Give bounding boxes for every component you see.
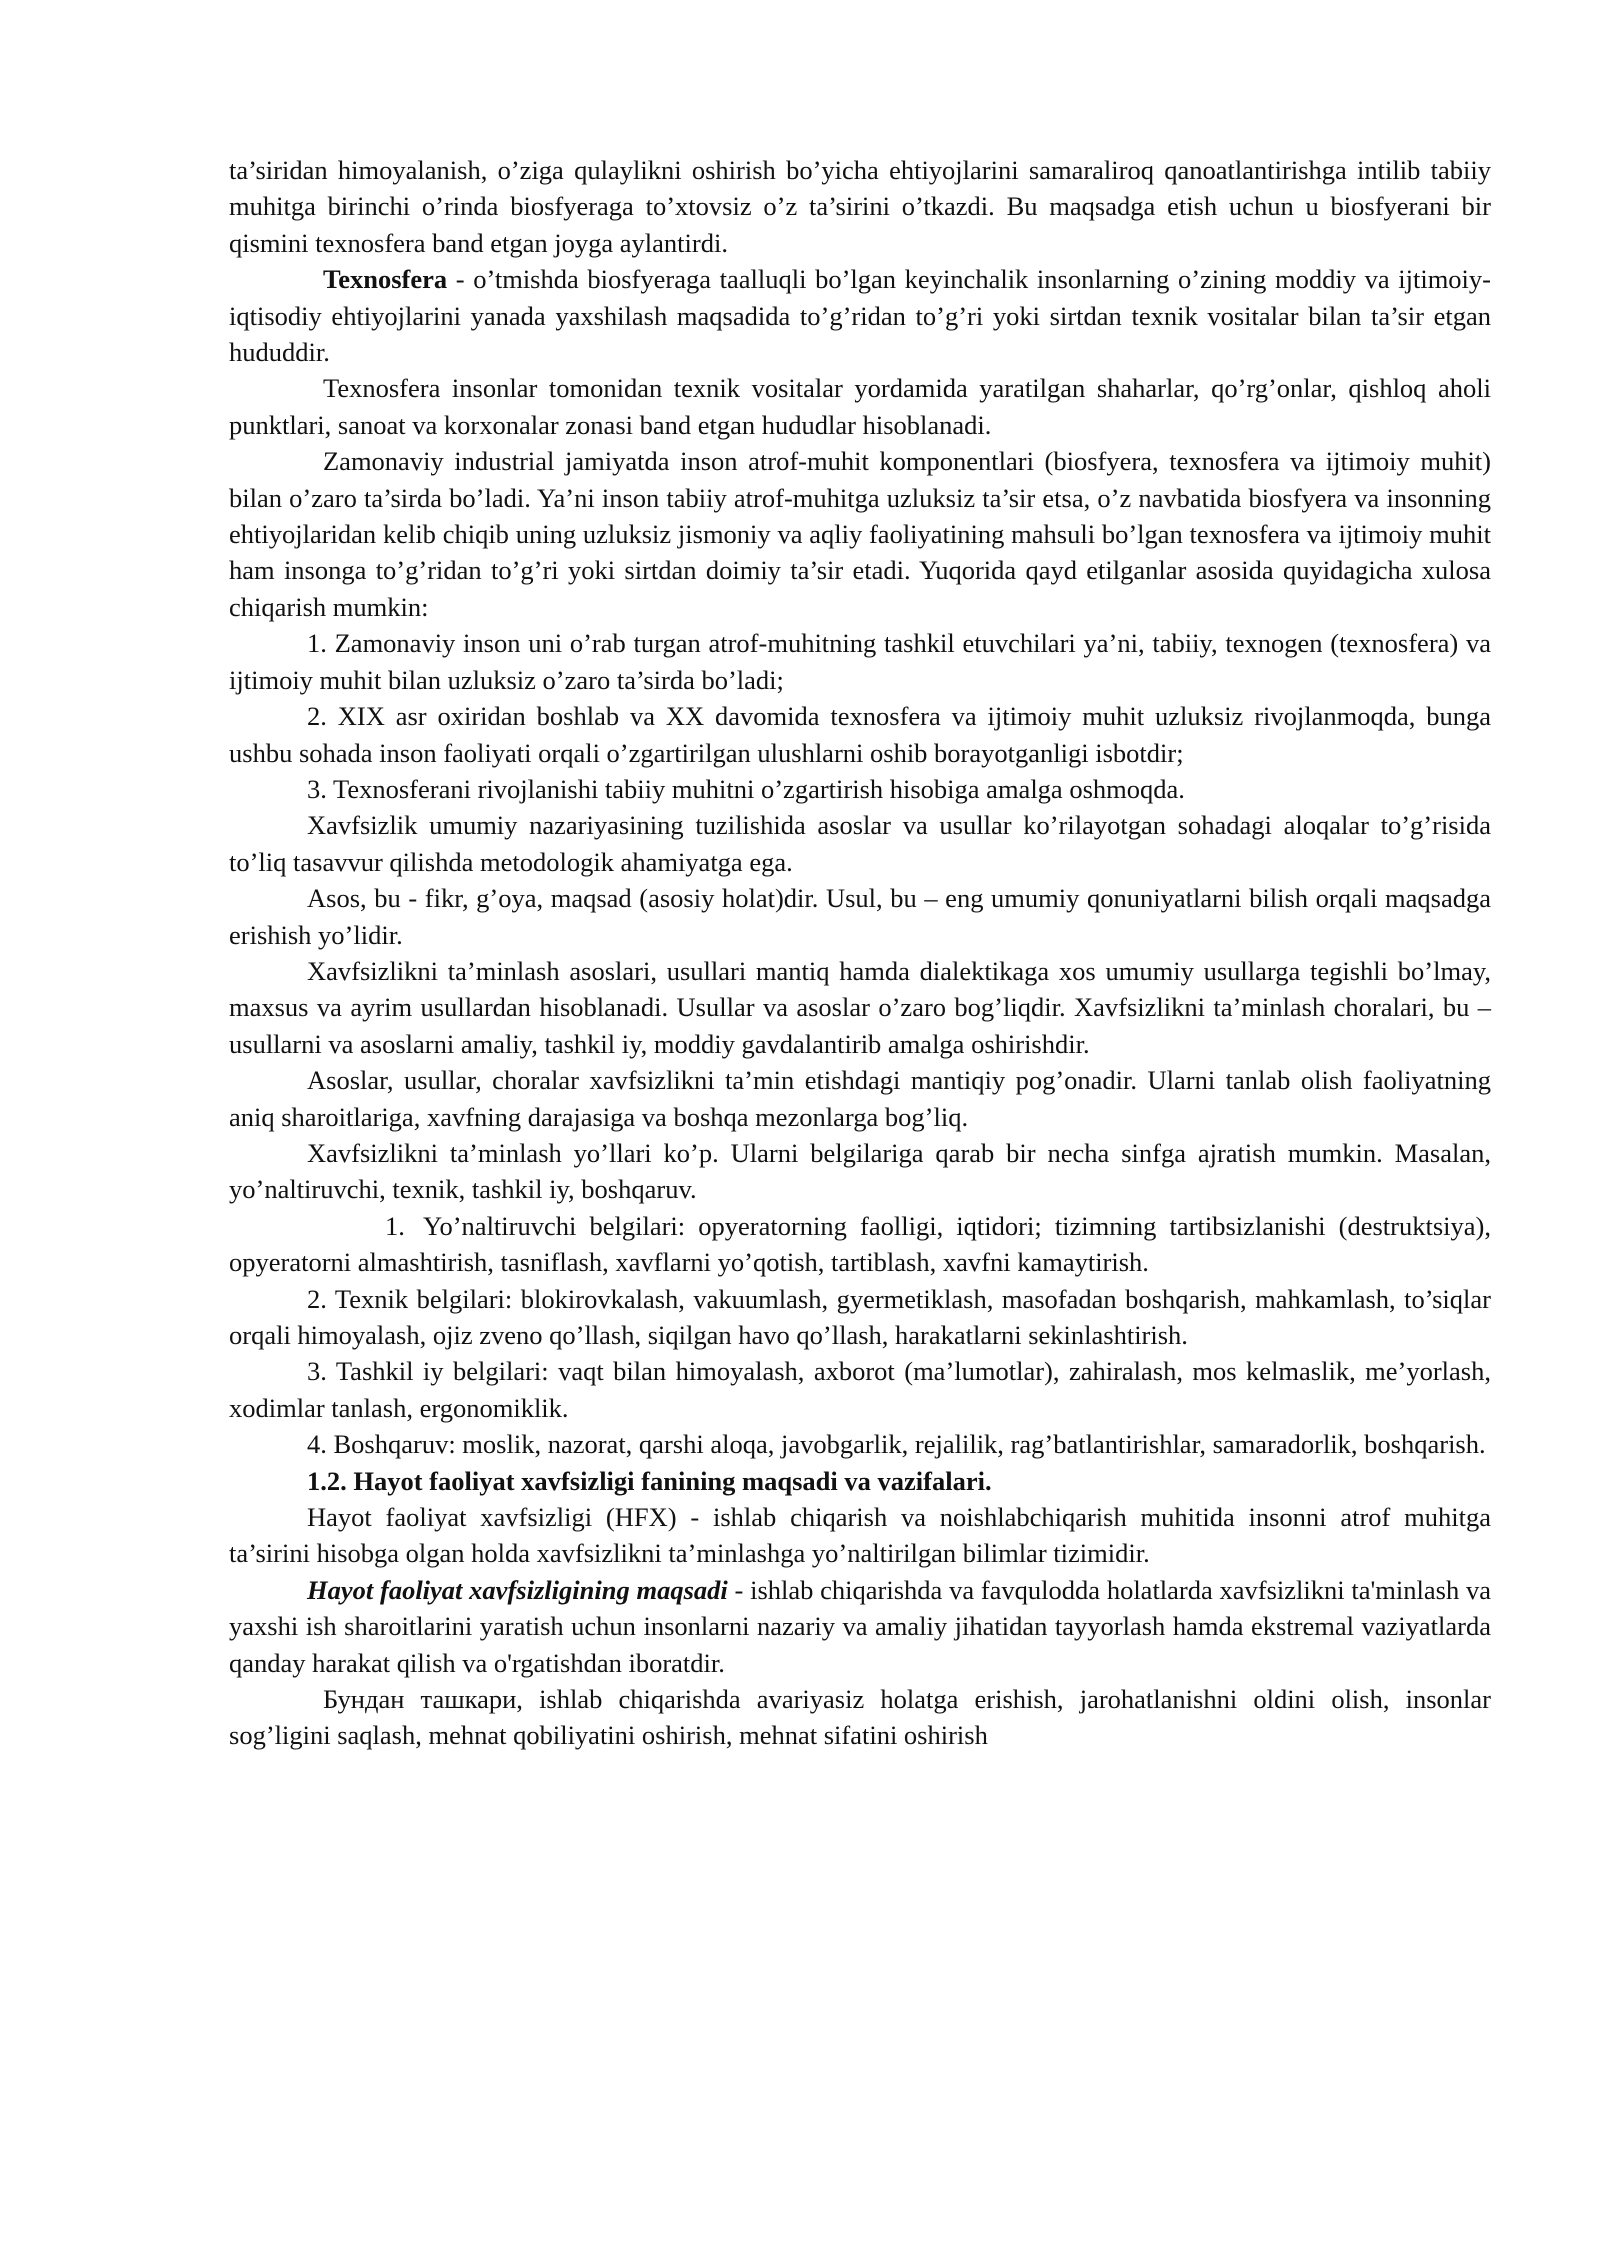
list-item: 1. Zamonaviy inson uni o’rab turgan atrof-muhitning tashkil etuvchilari ya’ni, tabiiy, texnogen (texnosfera) va ijtimoiy muhit bilan uzluksiz o’zaro ta’sirda bo’ladi; [229, 628, 1491, 695]
term-goal: Hayot faoliyat xavfsizligining maqsadi [307, 1574, 728, 1605]
paragraph: Xavfsizlikni ta’minlash asoslari, usullari mantiq hamda dialektikaga xos umumiy usullarga tegishli bo’lmay, maxsus va ayrim usullardan hisoblanadi. Usullar va asoslar o’zaro bog’liqdir. Xavfsizlikni ta’minlash choralari, bu – usullarni va asoslarni amaliy, tashkil iy, moddiy gavdalantirib amalga oshirishdir. [229, 955, 1491, 1059]
list-number: 1. [385, 1210, 405, 1241]
document-page [229, 152, 1491, 1754]
list-item-text: Yo’naltiruvchi belgilari: opyeratorning faolligi, iqtidori; tizimning tartibsizlanishi (destruktsiya), opyeratorni almashtirish, tasniflash, xavflarni yo’qotish, tartiblash, xavfni kamaytirish. [229, 1210, 1491, 1278]
paragraph: Xavfsizlikni ta’minlash yo’llari ko’p. Ularni belgilariga qarab bir necha sinfga ajratish mumkin. Masalan, yo’naltiruvchi, texnik, tashkil iy, boshqaruv. [229, 1137, 1491, 1205]
paragraph: Asos, bu - fikr, g’oya, maqsad (asosiy holat)dir. Usul, bu – eng umumiy qonuniyatlarni bilish orqali maqsadga erishish yo’lidir. [229, 883, 1491, 950]
term-texnosfera: Texnosfera [323, 264, 448, 295]
section-heading: 1.2. Hayot faoliyat xavfsizligi fanining maqsadi va vazifalari. [307, 1465, 992, 1496]
paragraph: Бундан ташкари, ishlab chiqarishda avariyasiz holatga erishish, jarohatlanishni oldini olish, insonlar sog’ligini saqlash, mehnat qobiliyatini oshirish, mehnat sifatini oshirish [229, 1684, 1491, 1751]
list-item: 2. Texnik belgilari: blokirovkalash, vakuumlash, gyermetiklash, masofadan boshqarish, mahkamlash, to’siqlar orqali himoyalash, ojiz zveno qo’llash, siqilgan havo qo’llash, harakatlarni sekinlashtirish. [229, 1283, 1491, 1350]
list-item: 2. XIX asr oxiridan boshlab va XX davomida texnosfera va ijtimoiy muhit uzluksiz rivojlanmoqda, bunga ushbu sohada inson faoliyati orqali o’zgartirilgan ulushlarni oshib borayotganligi isbotdir; [229, 701, 1491, 768]
paragraph: Hayot faoliyat xavfsizligi (HFX) - ishlab chiqarish va noishlabchiqarish muhitida insonni atrof muhitga ta’sirini hisobga olgan holda xavfsizlikni ta’minlashga yo’naltirilgan bilimlar tizimidir. [229, 1502, 1491, 1569]
paragraph: ta’siridan himoyalanish, o’ziga qulaylikni oshirish bo’yicha ehtiyojlarini samaraliroq qanoatlantirishga intilib tabiiy muhitga birinchi o’rinda biosfyeraga to’xtovsiz o’z ta’sirini o’tkazdi. Bu maqsadga etish uchun u biosfyerani bir qismini texnosfera band etgan joyga aylantirdi. [229, 155, 1491, 258]
paragraph: Zamonaviy industrial jamiyatda inson atrof-muhit komponentlari (biosfyera, texnosfera va ijtimoiy muhit) bilan o’zaro ta’sirda bo’ladi. Ya’ni inson tabiiy atrof-muhitga uzluksiz ta’sir etsa, o’z navbatida biosfyera va insonning ehtiyojlaridan kelib chiqib uning uzluksiz jismoniy va aqliy faoliyatining mahsuli bo’lgan texnosfera va ijtimoiy muhit ham insonga to’g’ridan to’g’ri yoki sirtdan doimiy ta’sir etadi. Yuqorida qayd etilganlar asosida quyidagicha xulosa chiqarish mumkin: [229, 446, 1491, 622]
list-item: 3. Texnosferani rivojlanishi tabiiy muhitni o’zgartirish hisobiga amalga oshmoqda. [307, 773, 1185, 804]
paragraph-texnosfera-definition [229, 261, 1491, 370]
paragraph: Texnosfera insonlar tomonidan texnik vositalar yordamida yaratilgan shaharlar, qo’rg’onlar, qishloq aholi punktlari, sanoat va korxonalar zonasi band etgan hududlar hisoblanadi. [229, 373, 1491, 440]
definition-text: - o’tmishda biosfyeraga taalluqli bo’lgan keyinchalik insonlarning o’zining moddiy va ijtimoiy-iqtisodiy ehtiyojlarini yanada yaxshilash maqsadida to’g’ridan to’g’ri yoki sirtdan texnik vositalar bilan ta’sir etgan hududdir. [229, 264, 1491, 368]
paragraph-goal [229, 1572, 1491, 1681]
paragraph: Asoslar, usullar, choralar xavfsizlikni ta’min etishdagi mantiqiy pog’onadir. Ularni tanlab olish faoliyatning aniq sharoitlariga, xavfning darajasiga va boshqa mezonlarga bog’liq. [229, 1065, 1491, 1132]
list-item: 4. Boshqaruv: moslik, nazorat, qarshi aloqa, javobgarlik, rejalilik, rag’batlantirishlar, samaradorlik, boshqarish. [307, 1429, 1486, 1460]
paragraph: Xavfsizlik umumiy nazariyasining tuzilishida asoslar va usullar ko’rilayotgan sohadagi aloqalar to’g’risida to’liq tasavvur qilishda metodologik ahamiyatga ega. [229, 810, 1491, 877]
list-item: 3. Tashkil iy belgilari: vaqt bilan himoyalash, axborot (ma’lumotlar), zahiralash, mos kelmaslik, me’yorlash, xodimlar tanlash, ergonomiklik. [229, 1356, 1491, 1423]
list-item [229, 1208, 1491, 1281]
goal-text: - ishlab chiqarishda va favqulodda holatlarda xavfsizlikni ta'minlash va yaxshi ish sharoitlarini yaratish uchun insonlarni nazariy va amaliy jihatidan tayyorlash hamda ekstremal vaziyatlarda qanday harakat qilish va o'rgatishdan iboratdir. [229, 1574, 1491, 1678]
